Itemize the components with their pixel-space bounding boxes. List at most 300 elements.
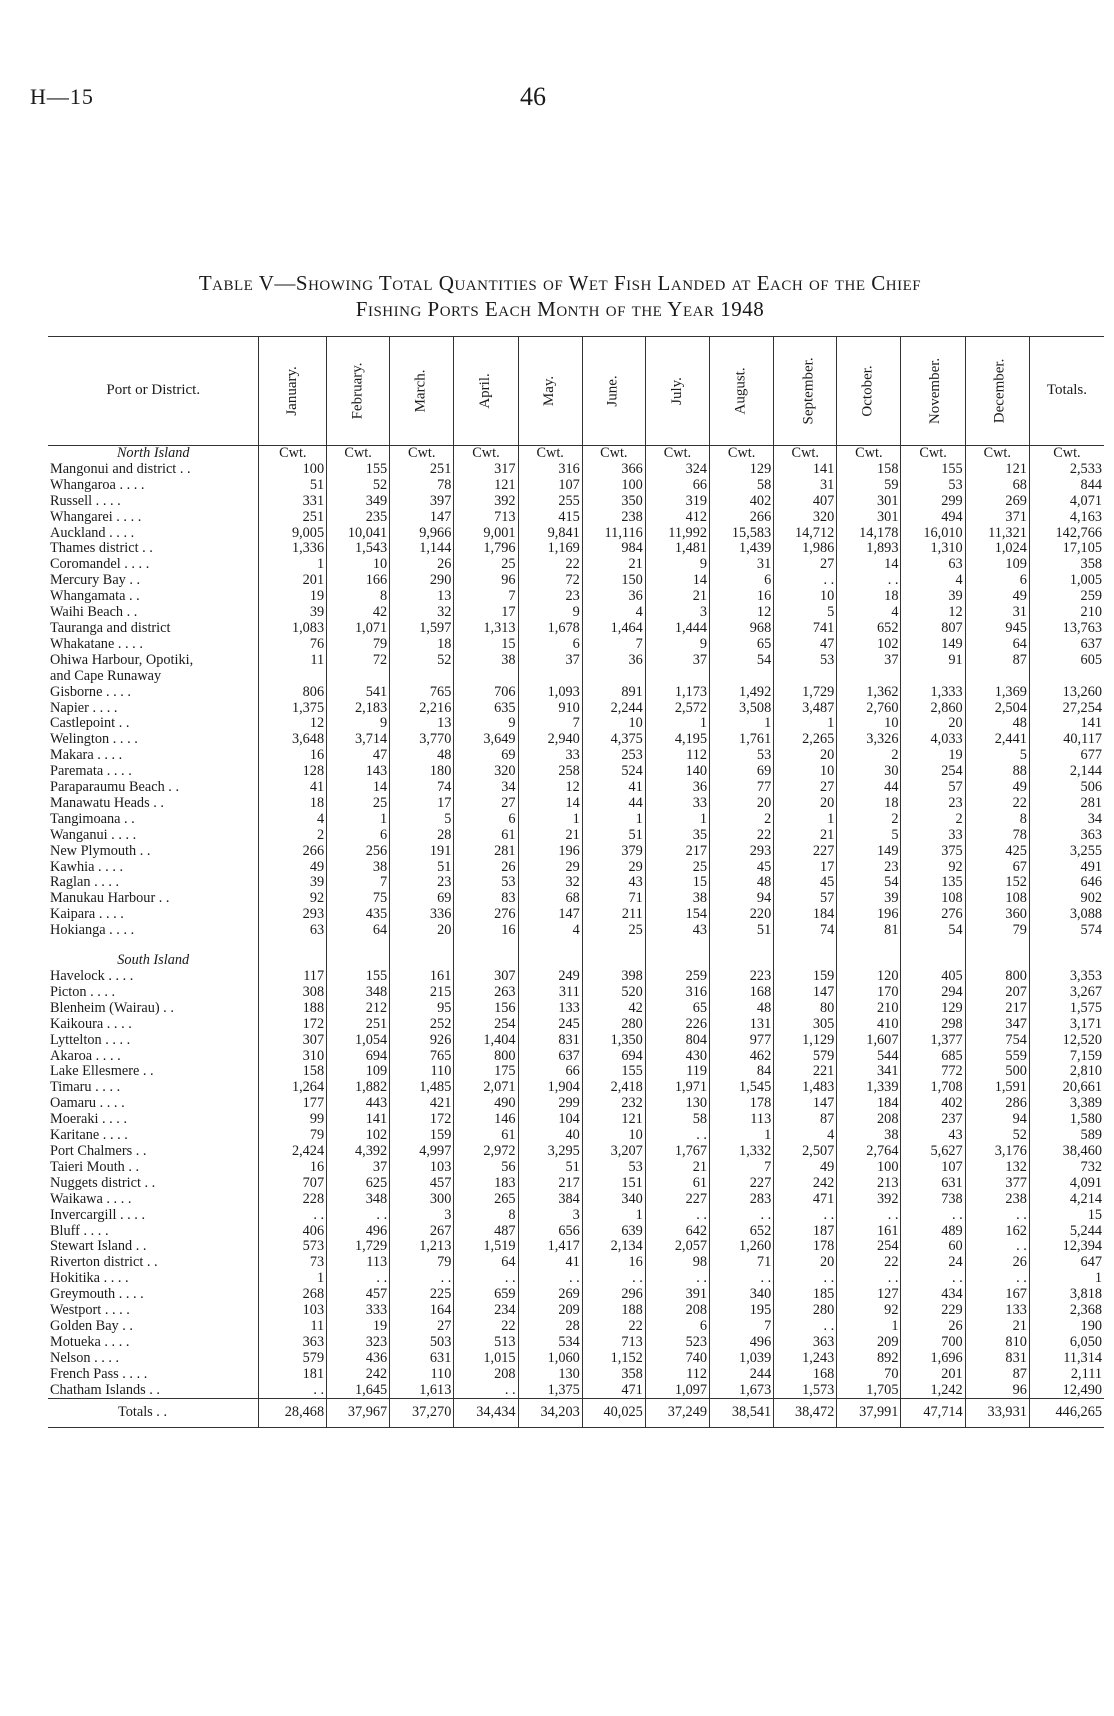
table-row xyxy=(48,557,1104,573)
value-cell: 694 xyxy=(582,1049,645,1065)
value-cell: 3,389 xyxy=(1029,1096,1104,1112)
value-cell: 44 xyxy=(582,796,645,812)
table-row xyxy=(48,985,1104,1001)
value-cell: 9 xyxy=(454,716,518,732)
value-cell: 249 xyxy=(518,969,582,985)
value-cell: 1,444 xyxy=(645,621,709,637)
value-cell: 407 xyxy=(774,494,837,510)
value-cell: 27,254 xyxy=(1029,701,1104,717)
value-cell: 254 xyxy=(454,1017,518,1033)
port-name: Ohiwa Harbour, Opotiki, xyxy=(50,652,194,668)
port-name: Wanganui . . . . xyxy=(50,827,137,843)
value-cell: 402 xyxy=(710,494,774,510)
value-cell: 500 xyxy=(965,1064,1029,1080)
value-cell: 92 xyxy=(901,860,965,876)
value-cell: 268 xyxy=(259,1287,327,1303)
value-cell: 177 xyxy=(259,1096,327,1112)
table-row xyxy=(48,1128,1104,1144)
value-cell: 79 xyxy=(327,637,390,653)
value-cell: 36 xyxy=(645,780,709,796)
table-row xyxy=(48,764,1104,780)
value-cell: 36 xyxy=(582,589,645,605)
value-cell: 807 xyxy=(901,621,965,637)
value-cell: 27 xyxy=(774,780,837,796)
value-cell: 1,375 xyxy=(259,701,327,717)
value-cell: 491 xyxy=(1029,860,1104,876)
value-cell: 320 xyxy=(774,510,837,526)
value-cell: 8 xyxy=(965,812,1029,828)
value-cell: 323 xyxy=(327,1335,390,1351)
value-cell: 324 xyxy=(645,462,709,478)
value-cell: 113 xyxy=(327,1255,390,1271)
value-cell: 14,178 xyxy=(837,526,901,542)
value-cell: 154 xyxy=(645,907,709,923)
value-cell: 183 xyxy=(454,1176,518,1192)
total-cell: 37,967 xyxy=(327,1399,390,1428)
value-cell: 1,545 xyxy=(710,1080,774,1096)
value-cell: 117 xyxy=(259,969,327,985)
value-cell: 2,810 xyxy=(1029,1064,1104,1080)
value-cell: 128 xyxy=(259,764,327,780)
value-cell: 1,591 xyxy=(965,1080,1029,1096)
empty-cell xyxy=(1029,953,1104,969)
value-cell: 10 xyxy=(774,589,837,605)
port-name: Invercargill . . . . xyxy=(50,1207,146,1223)
port-name: Waihi Beach . . xyxy=(50,605,138,621)
value-cell: 1 xyxy=(837,1319,901,1335)
value-cell: . . xyxy=(837,1271,901,1287)
spacer-cell xyxy=(259,939,327,953)
value-cell: 4 xyxy=(259,812,327,828)
empty-cell xyxy=(327,953,390,969)
value-cell: 102 xyxy=(837,637,901,653)
value-cell: 2,972 xyxy=(454,1144,518,1160)
table-row xyxy=(48,510,1104,526)
value-cell: 147 xyxy=(774,985,837,1001)
value-cell: 100 xyxy=(259,462,327,478)
value-cell: 41 xyxy=(582,780,645,796)
value-cell: 14 xyxy=(518,796,582,812)
value-cell: . . xyxy=(645,1208,709,1224)
value-cell: 336 xyxy=(390,907,454,923)
value-cell: 1,439 xyxy=(710,541,774,557)
value-cell: 149 xyxy=(837,844,901,860)
value-cell: 3,508 xyxy=(710,701,774,717)
port-column-header: Port or District. xyxy=(48,337,259,446)
value-cell: 78 xyxy=(965,828,1029,844)
value-cell: 276 xyxy=(901,907,965,923)
value-cell: 298 xyxy=(901,1017,965,1033)
value-cell: 1,333 xyxy=(901,685,965,701)
value-cell: 340 xyxy=(710,1287,774,1303)
port-name: Manukau Harbour . . xyxy=(50,891,170,907)
value-cell: 605 xyxy=(1029,653,1104,669)
month-label: October. xyxy=(859,365,876,417)
value-cell: 51 xyxy=(518,1160,582,1176)
totals-row xyxy=(48,1399,1104,1428)
value-cell: 8 xyxy=(327,589,390,605)
value-cell: 646 xyxy=(1029,875,1104,891)
month-label: November. xyxy=(927,357,944,425)
port-name: Westport . . . . xyxy=(50,1303,130,1319)
value-cell: 3,295 xyxy=(518,1144,582,1160)
value-cell: 242 xyxy=(327,1367,390,1383)
value-cell: 51 xyxy=(710,923,774,939)
value-cell: 3,088 xyxy=(1029,907,1104,923)
value-cell: 5,627 xyxy=(901,1144,965,1160)
month-label: April. xyxy=(477,373,494,409)
value-cell: 21 xyxy=(965,1319,1029,1335)
value-cell: 27 xyxy=(454,796,518,812)
value-cell: . . xyxy=(327,1271,390,1287)
value-cell: 13,763 xyxy=(1029,621,1104,637)
value-cell: 228 xyxy=(259,1192,327,1208)
value-cell: 1,054 xyxy=(327,1033,390,1049)
value-cell: 79 xyxy=(965,923,1029,939)
value-cell: 120 xyxy=(837,969,901,985)
value-cell: 57 xyxy=(901,780,965,796)
total-cell: 37,270 xyxy=(390,1399,454,1428)
value-cell: 32 xyxy=(390,605,454,621)
value-cell: 1,767 xyxy=(645,1144,709,1160)
table-row xyxy=(48,1239,1104,1255)
value-cell: 178 xyxy=(774,1239,837,1255)
value-cell: 392 xyxy=(837,1192,901,1208)
value-cell: 635 xyxy=(454,701,518,717)
value-cell: 831 xyxy=(518,1033,582,1049)
value-cell: 147 xyxy=(518,907,582,923)
table-row xyxy=(48,1064,1104,1080)
value-cell: 12 xyxy=(259,716,327,732)
unit-label: Cwt. xyxy=(582,446,645,462)
value-cell: 258 xyxy=(518,764,582,780)
value-cell: 158 xyxy=(259,1064,327,1080)
value-cell: 9 xyxy=(327,716,390,732)
header-row xyxy=(48,337,1104,446)
value-cell: 150 xyxy=(582,573,645,589)
month-column-header xyxy=(965,337,1029,446)
value-cell: 172 xyxy=(259,1017,327,1033)
value-cell: 158 xyxy=(837,462,901,478)
value-cell: 2 xyxy=(710,812,774,828)
value-cell: 360 xyxy=(965,907,1029,923)
table-row xyxy=(48,1383,1104,1399)
value-cell: 434 xyxy=(901,1287,965,1303)
value-cell: 253 xyxy=(582,748,645,764)
table-row xyxy=(48,748,1104,764)
month-column-header xyxy=(327,337,390,446)
value-cell: 14 xyxy=(645,573,709,589)
table-row xyxy=(48,1001,1104,1017)
value-cell: 1,761 xyxy=(710,732,774,748)
value-cell: 1,015 xyxy=(454,1351,518,1367)
unit-label: Cwt. xyxy=(645,446,709,462)
value-cell: 48 xyxy=(965,716,1029,732)
value-cell: 471 xyxy=(774,1192,837,1208)
value-cell: 296 xyxy=(582,1287,645,1303)
value-cell: 579 xyxy=(259,1351,327,1367)
value-cell: 435 xyxy=(327,907,390,923)
table-row xyxy=(48,589,1104,605)
value-cell: 65 xyxy=(645,1001,709,1017)
value-cell: 363 xyxy=(774,1335,837,1351)
value-cell: 91 xyxy=(901,653,965,669)
value-cell: 12 xyxy=(710,605,774,621)
value-cell: 16 xyxy=(259,748,327,764)
value-cell: . . xyxy=(837,573,901,589)
value-cell: 79 xyxy=(259,1128,327,1144)
value-cell: 31 xyxy=(710,557,774,573)
value-cell: 317 xyxy=(454,462,518,478)
value-cell: 4,033 xyxy=(901,732,965,748)
value-cell: 74 xyxy=(390,780,454,796)
page-number: 46 xyxy=(520,82,546,111)
value-cell: 425 xyxy=(965,844,1029,860)
value-cell: 1,519 xyxy=(454,1239,518,1255)
value-cell: . . xyxy=(965,1271,1029,1287)
unit-label: Cwt. xyxy=(1029,446,1104,462)
value-cell: 333 xyxy=(327,1303,390,1319)
value-cell: 398 xyxy=(582,969,645,985)
value-cell: 4,071 xyxy=(1029,494,1104,510)
value-cell: 984 xyxy=(582,541,645,557)
value-cell: 290 xyxy=(390,573,454,589)
total-cell: 37,991 xyxy=(837,1399,901,1428)
port-name: Blenheim (Wairau) . . xyxy=(50,1000,174,1016)
value-cell: 43 xyxy=(582,875,645,891)
value-cell: 405 xyxy=(901,969,965,985)
value-cell: 18 xyxy=(259,796,327,812)
value-cell: . . xyxy=(774,1208,837,1224)
value-cell: 2,860 xyxy=(901,701,965,717)
month-column-header xyxy=(259,337,327,446)
value-cell: 375 xyxy=(901,844,965,860)
value-cell: 4 xyxy=(901,573,965,589)
value-cell: 64 xyxy=(327,923,390,939)
value-cell: 2,418 xyxy=(582,1080,645,1096)
table-row xyxy=(48,732,1104,748)
value-cell: 141 xyxy=(774,462,837,478)
month-column-header xyxy=(837,337,901,446)
month-label: July. xyxy=(668,377,685,405)
value-cell: 1,260 xyxy=(710,1239,774,1255)
value-cell: 3,353 xyxy=(1029,969,1104,985)
value-cell: 64 xyxy=(454,1255,518,1271)
value-cell: 38 xyxy=(645,891,709,907)
value-cell: 1 xyxy=(710,716,774,732)
value-cell: 33 xyxy=(645,796,709,812)
port-name: Welington . . . . xyxy=(50,732,138,748)
value-cell: 3 xyxy=(518,1208,582,1224)
value-cell: 66 xyxy=(518,1064,582,1080)
value-cell: 107 xyxy=(518,478,582,494)
value-cell: 196 xyxy=(518,844,582,860)
value-cell: 12,394 xyxy=(1029,1239,1104,1255)
value-cell: 72 xyxy=(518,573,582,589)
empty-cell xyxy=(901,953,965,969)
value-cell: 1,492 xyxy=(710,685,774,701)
value-cell: 1 xyxy=(518,812,582,828)
value-cell: 573 xyxy=(259,1239,327,1255)
value-cell: 1,093 xyxy=(518,685,582,701)
value-cell: 1 xyxy=(259,1271,327,1287)
value-cell: 524 xyxy=(582,764,645,780)
value-cell: 151 xyxy=(582,1176,645,1192)
value-cell: 16,010 xyxy=(901,526,965,542)
value-cell: 129 xyxy=(710,462,774,478)
value-cell: 49 xyxy=(774,1160,837,1176)
unit-label: Cwt. xyxy=(837,446,901,462)
value-cell: 30 xyxy=(837,764,901,780)
value-cell: 523 xyxy=(645,1335,709,1351)
value-cell: 210 xyxy=(1029,605,1104,621)
page-reference: H—15 xyxy=(30,84,94,109)
value-cell: 6 xyxy=(965,573,1029,589)
value-cell: 15,583 xyxy=(710,526,774,542)
value-cell: 2,507 xyxy=(774,1144,837,1160)
value-cell: 156 xyxy=(454,1001,518,1017)
value-cell: 1,060 xyxy=(518,1351,582,1367)
value-cell: 9,841 xyxy=(518,526,582,542)
value-cell: 252 xyxy=(390,1017,454,1033)
value-cell: 430 xyxy=(645,1049,709,1065)
value-cell: 366 xyxy=(582,462,645,478)
value-cell: 1,485 xyxy=(390,1080,454,1096)
value-cell: 51 xyxy=(390,860,454,876)
value-cell: 22 xyxy=(582,1319,645,1335)
value-cell: 107 xyxy=(901,1160,965,1176)
value-cell: 195 xyxy=(710,1303,774,1319)
port-name: Whangamata . . xyxy=(50,589,140,605)
value-cell: 9,001 xyxy=(454,526,518,542)
value-cell: 707 xyxy=(259,1176,327,1192)
value-cell: 17 xyxy=(390,796,454,812)
port-name: Coromandel . . . . xyxy=(50,557,150,573)
value-cell: 49 xyxy=(259,860,327,876)
value-cell: 40,117 xyxy=(1029,732,1104,748)
value-cell: 397 xyxy=(390,494,454,510)
total-cell: 446,265 xyxy=(1029,1399,1104,1428)
value-cell: 20,661 xyxy=(1029,1080,1104,1096)
value-cell: 9,005 xyxy=(259,526,327,542)
table-row xyxy=(48,621,1104,637)
value-cell: 37 xyxy=(837,653,901,669)
value-cell: 1 xyxy=(774,716,837,732)
value-cell: 168 xyxy=(774,1367,837,1383)
value-cell: 14,712 xyxy=(774,526,837,542)
value-cell: 24 xyxy=(901,1255,965,1271)
value-cell: 212 xyxy=(327,1001,390,1017)
value-cell: 415 xyxy=(518,510,582,526)
value-cell: 232 xyxy=(582,1096,645,1112)
value-cell: 6 xyxy=(645,1319,709,1335)
value-cell: 254 xyxy=(837,1239,901,1255)
value-cell: 104 xyxy=(518,1112,582,1128)
value-cell: 54 xyxy=(901,923,965,939)
value-cell: 95 xyxy=(390,1001,454,1017)
port-name: Makara . . . . xyxy=(50,748,123,764)
value-cell: . . xyxy=(774,573,837,589)
unit-label: Cwt. xyxy=(710,446,774,462)
value-cell: 11 xyxy=(259,1319,327,1335)
unit-label: Cwt. xyxy=(454,446,518,462)
value-cell: 10 xyxy=(774,764,837,780)
value-cell: 1,213 xyxy=(390,1239,454,1255)
value-cell: 765 xyxy=(390,1049,454,1065)
value-cell: . . xyxy=(774,1319,837,1335)
total-cell: 40,025 xyxy=(582,1399,645,1428)
value-cell: 1,336 xyxy=(259,541,327,557)
value-cell: 266 xyxy=(710,510,774,526)
table-row xyxy=(48,1176,1104,1192)
table-row xyxy=(48,685,1104,701)
unit-label: Cwt. xyxy=(774,446,837,462)
total-cell: 37,249 xyxy=(645,1399,709,1428)
total-cell: 34,434 xyxy=(454,1399,518,1428)
value-cell: 215 xyxy=(390,985,454,1001)
value-cell: 457 xyxy=(327,1287,390,1303)
value-cell: 225 xyxy=(390,1287,454,1303)
value-cell: 2,265 xyxy=(774,732,837,748)
value-cell: 251 xyxy=(327,1017,390,1033)
value-cell: 23 xyxy=(518,589,582,605)
value-cell: 280 xyxy=(582,1017,645,1033)
value-cell: 155 xyxy=(582,1064,645,1080)
value-cell: 358 xyxy=(582,1367,645,1383)
value-cell: 87 xyxy=(965,653,1029,669)
port-name: Nuggets district . . xyxy=(50,1175,156,1191)
value-cell: 2,144 xyxy=(1029,764,1104,780)
table-row xyxy=(48,605,1104,621)
value-cell: 31 xyxy=(774,478,837,494)
value-cell: 170 xyxy=(837,985,901,1001)
value-cell: 379 xyxy=(582,844,645,860)
value-cell: 238 xyxy=(965,1192,1029,1208)
value-cell: 13 xyxy=(390,589,454,605)
value-cell: 1 xyxy=(1029,1271,1104,1287)
port-name: French Pass . . . . xyxy=(50,1366,148,1382)
value-cell: 1,369 xyxy=(965,685,1029,701)
value-cell: 161 xyxy=(390,969,454,985)
value-cell: 1 xyxy=(582,1208,645,1224)
value-cell: 1 xyxy=(645,812,709,828)
value-cell: 280 xyxy=(774,1303,837,1319)
value-cell: 1,893 xyxy=(837,541,901,557)
value-cell: 33 xyxy=(518,748,582,764)
value-cell: 12,520 xyxy=(1029,1033,1104,1049)
value-cell: 20 xyxy=(901,716,965,732)
value-cell: 64 xyxy=(965,637,1029,653)
value-cell: 112 xyxy=(645,748,709,764)
value-cell: 33 xyxy=(901,828,965,844)
value-cell: 371 xyxy=(965,510,1029,526)
value-cell: 308 xyxy=(259,985,327,1001)
table-row xyxy=(48,796,1104,812)
value-cell: 806 xyxy=(259,685,327,701)
value-cell: 892 xyxy=(837,1351,901,1367)
value-cell: 209 xyxy=(837,1335,901,1351)
value-cell: 13,260 xyxy=(1029,685,1104,701)
value-cell: 490 xyxy=(454,1096,518,1112)
value-cell: 694 xyxy=(327,1049,390,1065)
spacer-cell xyxy=(774,939,837,953)
port-name: Thames district . . xyxy=(50,541,153,557)
value-cell: 29 xyxy=(518,860,582,876)
value-cell: 544 xyxy=(837,1049,901,1065)
value-cell: 121 xyxy=(582,1112,645,1128)
value-cell: 2,441 xyxy=(965,732,1029,748)
value-cell: 3,487 xyxy=(774,701,837,717)
